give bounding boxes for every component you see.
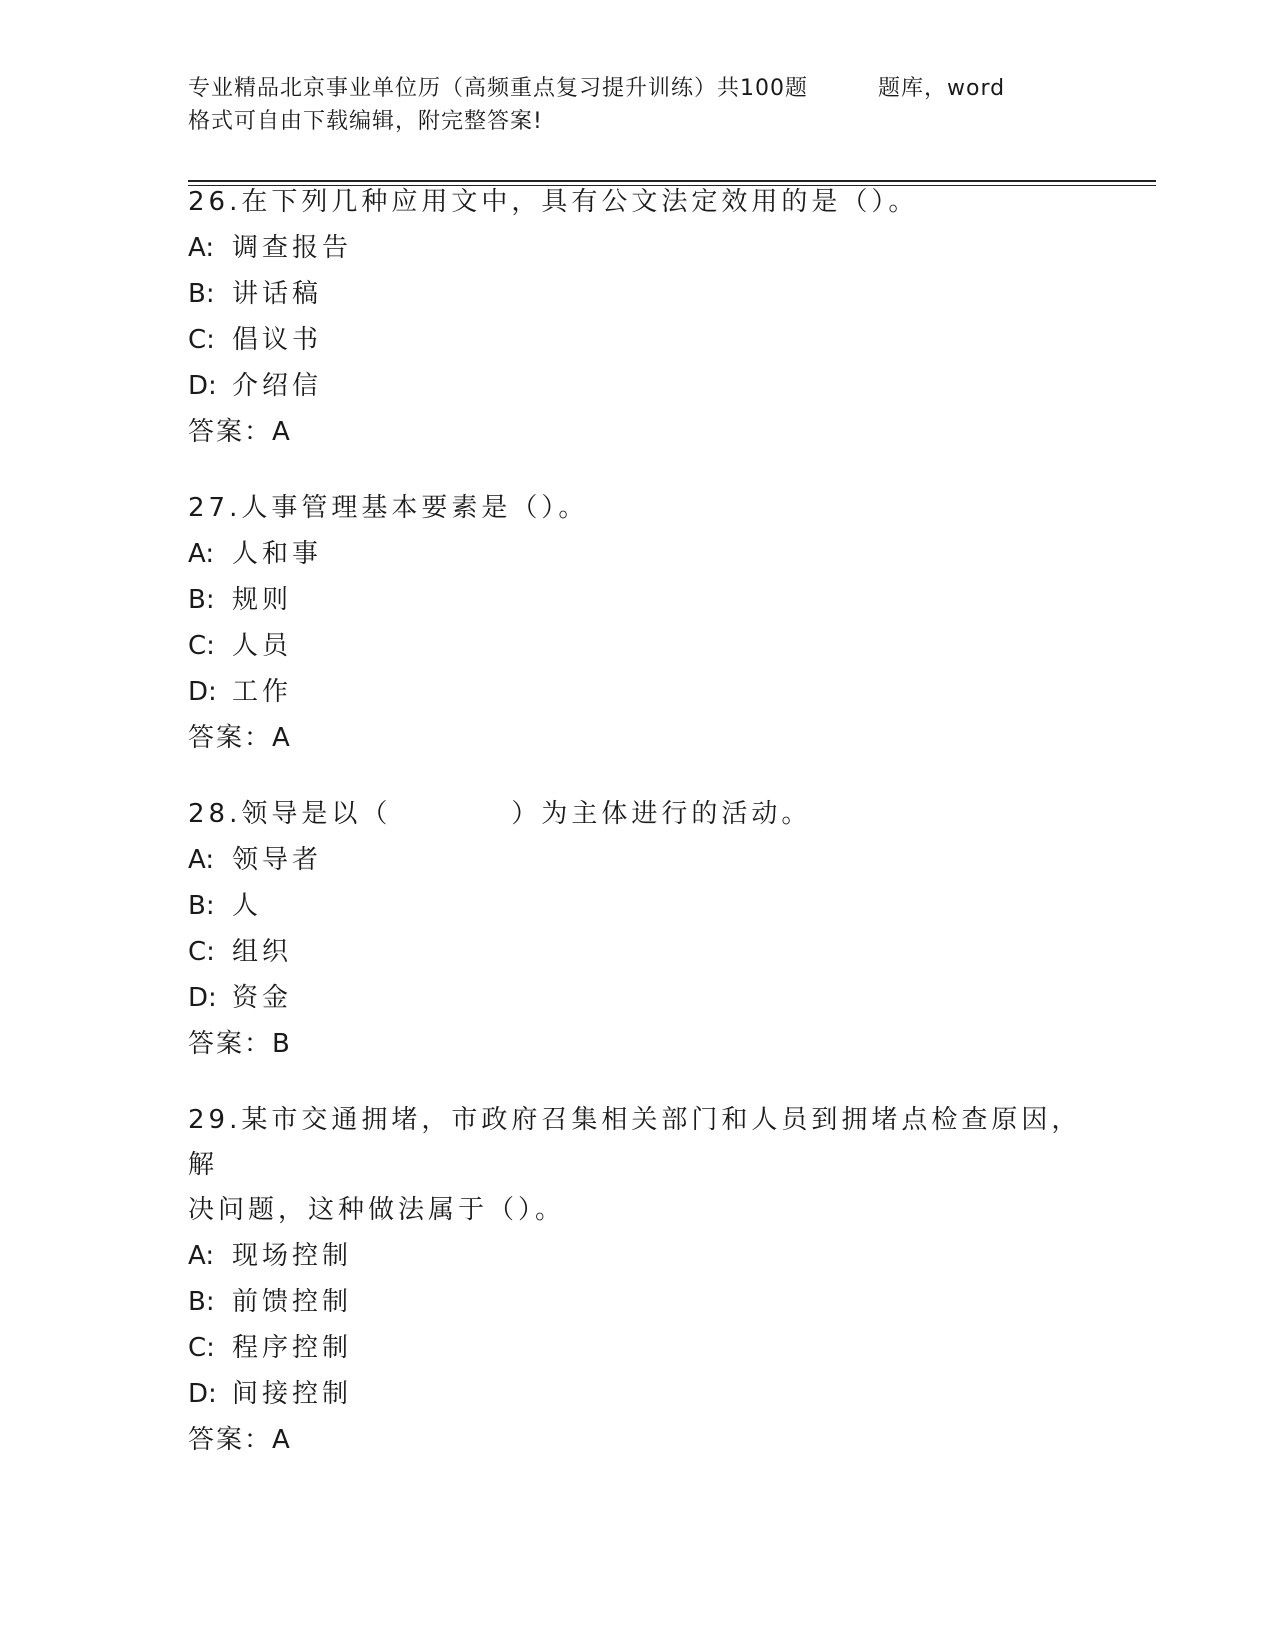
answer-value: A <box>272 417 292 447</box>
header-line-2: 格式可自由下载编辑，附完整答案! <box>188 109 543 134</box>
option-b <box>188 1279 1088 1325</box>
question-text: 人事管理基本要素是（）。 <box>241 493 589 523</box>
option-a <box>188 837 1088 883</box>
option-c <box>188 317 1088 363</box>
option-text: 人员 <box>232 631 293 661</box>
option-d <box>188 669 1088 715</box>
option-text: 调查报告 <box>232 233 353 263</box>
option-d <box>188 1371 1088 1417</box>
option-letter: B: <box>188 1287 215 1317</box>
option-text: 倡议书 <box>232 325 323 355</box>
option-letter: A: <box>188 1241 215 1271</box>
question-26 <box>188 180 1088 455</box>
option-b <box>188 577 1088 623</box>
answer-line <box>188 1021 1088 1067</box>
option-a <box>188 225 1088 271</box>
option-letter: C: <box>188 937 215 967</box>
header-line-1 <box>188 72 1088 105</box>
question-stem <box>188 792 1088 837</box>
question-number: 26. <box>188 187 242 217</box>
option-letter: D: <box>188 371 217 401</box>
answer-label: 答案： <box>188 1425 273 1455</box>
question-text: 某市交通拥堵，市政府召集相关部门和人员到拥堵点检查原因，解 <box>188 1105 1082 1180</box>
answer-value: B <box>272 1029 292 1059</box>
option-c <box>188 1325 1088 1371</box>
answer-value: A <box>272 1425 292 1455</box>
question-28 <box>188 792 1088 1067</box>
answer-line <box>188 409 1088 455</box>
option-text: 人和事 <box>232 539 323 569</box>
option-letter: C: <box>188 325 215 355</box>
page-header <box>188 72 1088 138</box>
question-number: 28. <box>188 799 242 829</box>
option-a <box>188 531 1088 577</box>
option-a <box>188 1233 1088 1279</box>
option-c <box>188 929 1088 975</box>
question-text-cont: ）为主体进行的活动。 <box>511 799 812 829</box>
question-29 <box>188 1098 1088 1463</box>
question-number: 27. <box>188 493 242 523</box>
option-text: 间接控制 <box>232 1379 353 1409</box>
question-stem-cont: 决问题，这种做法属于（）。 <box>188 1195 566 1225</box>
answer-label: 答案： <box>188 417 273 447</box>
question-text: 领导是以（ <box>241 799 392 829</box>
option-text: 程序控制 <box>232 1333 353 1363</box>
option-text: 前馈控制 <box>232 1287 353 1317</box>
answer-value: A <box>272 723 292 753</box>
question-text: 在下列几种应用文中，具有公文法定效用的是（）。 <box>241 187 919 217</box>
option-letter: D: <box>188 1379 217 1409</box>
option-text: 现场控制 <box>232 1241 353 1271</box>
option-letter: A: <box>188 233 215 263</box>
option-text: 组织 <box>232 937 293 967</box>
question-stem <box>188 486 1088 531</box>
option-letter: A: <box>188 845 215 875</box>
option-letter: D: <box>188 983 217 1013</box>
question-27 <box>188 486 1088 761</box>
answer-line <box>188 1417 1088 1463</box>
option-letter: B: <box>188 891 215 921</box>
option-text: 资金 <box>232 983 293 1013</box>
option-text: 领导者 <box>232 845 323 875</box>
option-d <box>188 363 1088 409</box>
question-stem <box>188 1098 1088 1188</box>
option-d <box>188 975 1088 1021</box>
option-b <box>188 883 1088 929</box>
answer-line <box>188 715 1088 761</box>
option-text: 讲话稿 <box>232 279 323 309</box>
option-c <box>188 623 1088 669</box>
question-number: 29. <box>188 1105 242 1135</box>
option-letter: B: <box>188 585 215 615</box>
option-letter: C: <box>188 631 215 661</box>
option-letter: B: <box>188 279 215 309</box>
header-title: 专业精品北京事业单位历（高频重点复习提升训练）共100题 <box>188 76 808 101</box>
answer-label: 答案： <box>188 1029 273 1059</box>
option-text: 介绍信 <box>232 371 323 401</box>
option-letter: D: <box>188 677 217 707</box>
option-text: 工作 <box>232 677 293 707</box>
header-title-cont: 题库，word <box>878 76 1006 101</box>
option-text: 规则 <box>232 585 293 615</box>
answer-label: 答案： <box>188 723 273 753</box>
option-letter: C: <box>188 1333 215 1363</box>
option-b <box>188 271 1088 317</box>
option-text: 人 <box>232 891 263 921</box>
question-stem <box>188 180 1088 225</box>
option-letter: A: <box>188 539 215 569</box>
